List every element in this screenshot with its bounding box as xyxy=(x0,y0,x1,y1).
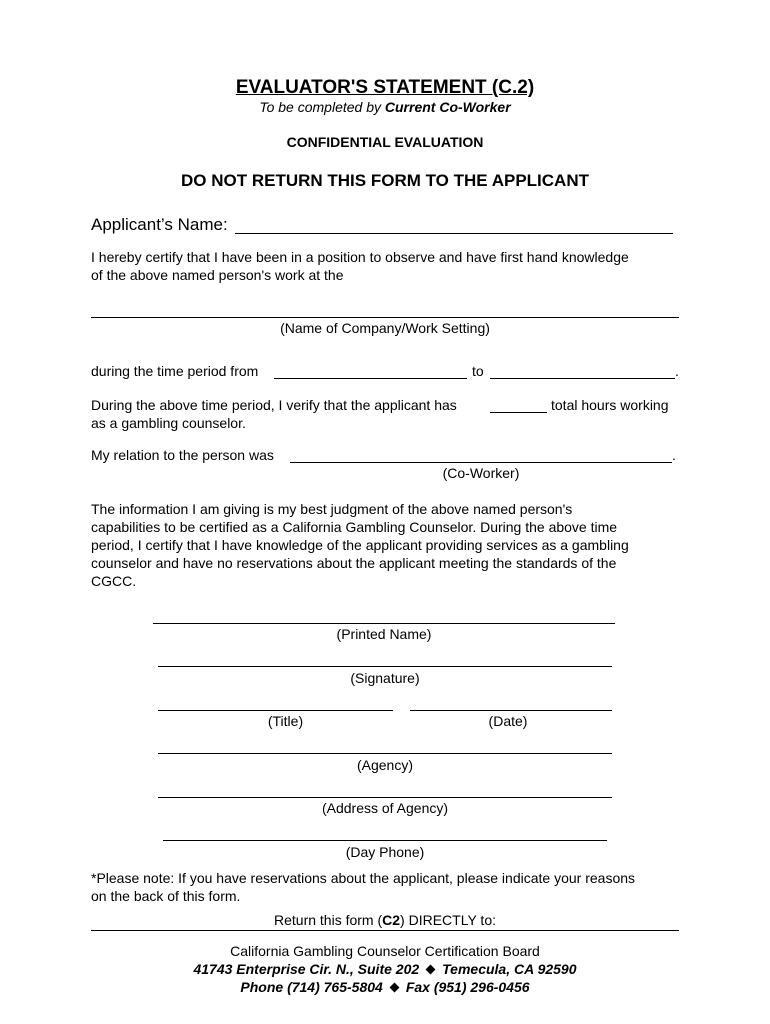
diamond-bullet-icon xyxy=(389,983,399,993)
hours-field[interactable] xyxy=(490,412,547,413)
statement-line-2: capabilities to be certified as a California Gambling Counselor. During the above time xyxy=(91,519,618,535)
applicant-name-label: Applicant’s Name: xyxy=(91,215,228,234)
certify-line-2: of the above named person's work at the xyxy=(91,267,344,283)
agency-caption: (Agency) xyxy=(356,757,414,773)
note-line-2: on the back of this form. xyxy=(91,888,241,904)
hours-line-2: as a gambling counselor. xyxy=(91,415,246,431)
applicant-name-field[interactable] xyxy=(235,233,673,234)
statement-line-5: CGCC. xyxy=(91,573,137,589)
hours-prefix: During the above time period, I verify that the applicant has xyxy=(91,397,457,413)
day-phone-caption: (Day Phone) xyxy=(345,844,425,860)
hours-suffix: total hours working xyxy=(551,397,669,413)
note-line-1: *Please note: If you have reservations about the applicant, please indicate your reasons xyxy=(91,870,636,886)
relation-prefix: My relation to the person was xyxy=(91,447,274,463)
certify-line-1: I hereby certify that I have been in a position to observe and have first hand knowledge xyxy=(91,249,629,265)
agency-address-caption: (Address of Agency) xyxy=(321,800,449,816)
title-caption: (Title) xyxy=(267,713,304,729)
date-caption: (Date) xyxy=(488,713,528,729)
day-phone-field[interactable] xyxy=(163,840,607,841)
signature-caption: (Signature) xyxy=(350,670,420,686)
confidential-heading: CONFIDENTIAL EVALUATION xyxy=(286,134,484,150)
period-to-label: to xyxy=(472,363,484,379)
board-contact: Phone (714) 765-5804 Fax (951) 296-0456 xyxy=(240,979,530,995)
return-divider xyxy=(91,930,679,931)
period-to-field[interactable] xyxy=(490,378,675,379)
date-field[interactable] xyxy=(410,710,612,711)
return-instruction: Return this form (C2) DIRECTLY to: xyxy=(274,912,496,928)
relation-suffix: . xyxy=(672,447,676,463)
company-name-field[interactable] xyxy=(91,317,679,318)
statement-line-1: The information I am giving is my best judgment of the above named person's xyxy=(91,501,573,517)
agency-address-field[interactable] xyxy=(158,797,612,798)
agency-field[interactable] xyxy=(158,753,612,754)
printed-name-field[interactable] xyxy=(153,623,615,624)
period-suffix: . xyxy=(675,363,679,379)
warning-heading: DO NOT RETURN THIS FORM TO THE APPLICANT xyxy=(181,171,589,190)
relation-field[interactable] xyxy=(290,462,672,463)
company-caption: (Name of Company/Work Setting) xyxy=(280,320,490,336)
period-prefix: during the time period from xyxy=(91,363,259,379)
statement-line-3: period, I certify that I have knowledge of the applicant providing services as a gambling xyxy=(91,537,629,553)
title-field[interactable] xyxy=(158,710,393,711)
board-name: California Gambling Counselor Certification Board xyxy=(230,943,540,959)
statement-line-4: counselor and have no reservations about the applicant meeting the standards of the xyxy=(91,555,617,571)
signature-field[interactable] xyxy=(158,666,612,667)
relation-caption: (Co-Worker) xyxy=(442,465,520,481)
period-from-field[interactable] xyxy=(274,378,467,379)
board-address: 41743 Enterprise Cir. N., Suite 202 Temecula, CA 92590 xyxy=(193,961,577,977)
form-subtitle: To be completed by Current Co-Worker xyxy=(259,99,511,115)
form-title: EVALUATOR'S STATEMENT (C.2) xyxy=(235,77,535,98)
diamond-bullet-icon xyxy=(426,965,436,975)
printed-name-caption: (Printed Name) xyxy=(336,626,432,642)
